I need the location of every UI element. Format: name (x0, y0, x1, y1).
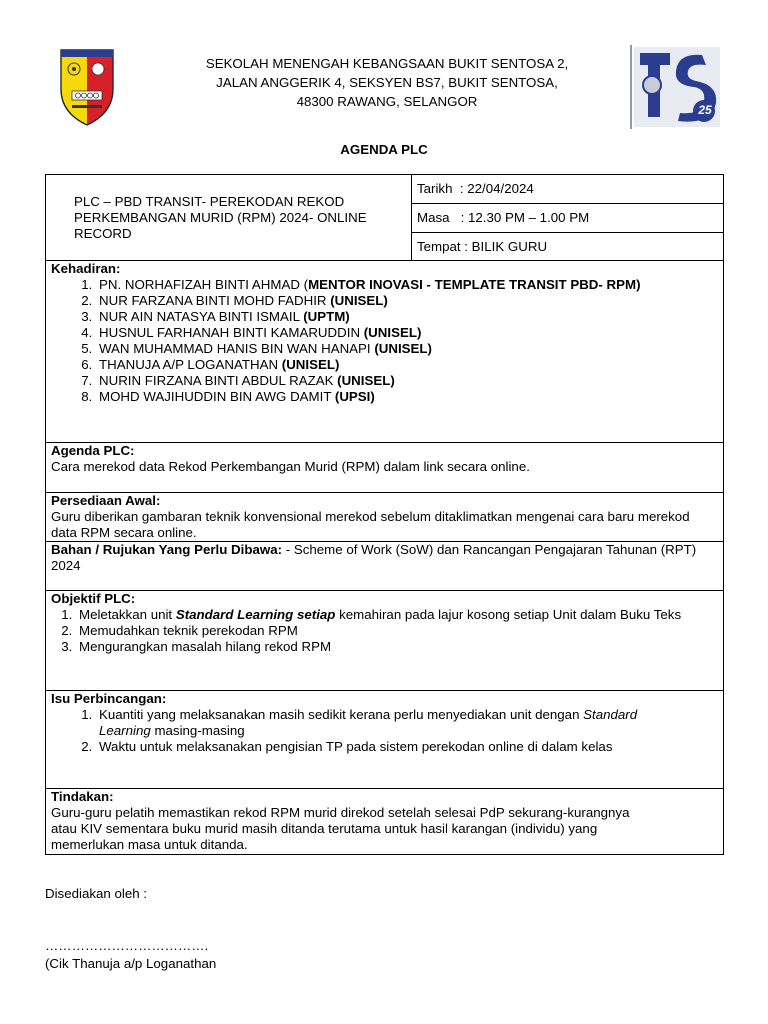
action-heading: Tindakan: (51, 789, 114, 804)
discussion-section (46, 691, 724, 789)
time-value: : 12.30 PM – 1.00 PM (449, 210, 590, 225)
page-title: AGENDA PLC (340, 142, 428, 157)
list-item: 1. PN. NORHAFIZAH BINTI AHMAD (MENTOR INOVASI - TEMPLATE TRANSIT PBD- RPM) (96, 277, 718, 293)
action-text-line1: Guru-guru pelatih memastikan rekod RPM murid direkod setelah selesai PdP sekurang-kurangnya (51, 805, 630, 820)
agenda-section (46, 443, 724, 493)
time-cell (412, 204, 724, 233)
school-crest-icon (58, 47, 116, 127)
action-text-line2: atau KIV sementara buku murid masih ditanda terutama untuk hasil karangan (individu) yang (51, 821, 598, 836)
list-item: 5. WAN MUHAMMAD HANIS BIN WAN HANAPI (UNISEL) (96, 341, 718, 357)
preparation-section (46, 493, 724, 542)
action-section (46, 789, 724, 855)
agenda-heading: Agenda PLC: (51, 443, 135, 458)
preparation-text: Guru diberikan gambaran teknik konvensional merekod sebelum ditaklimatkan mengenai cara baru merekod data RPM secara online. (51, 509, 690, 540)
prepared-by-label: Disediakan oleh : (45, 886, 148, 901)
list-item: 2. NUR FARZANA BINTI MOHD FADHIR (UNISEL) (96, 293, 718, 309)
school-address-line1: JALAN ANGGERIK 4, SEKSYEN BS7, BUKIT SENTOSA, (216, 75, 558, 90)
preparer-name: (Cik Thanuja a/p Loganathan (45, 956, 217, 971)
venue-cell (412, 233, 724, 261)
list-item: 2. Waktu untuk melaksanakan pengisian TP pada sistem perekodan online di dalam kelas (96, 739, 638, 755)
materials-text: - Scheme of Work (SoW) dan Rancangan Pengajaran Tahunan (RPT) 2024 (51, 542, 697, 573)
school-name: SEKOLAH MENENGAH KEBANGSAAN BUKIT SENTOSA 2, (205, 56, 569, 71)
discussion-list (51, 707, 718, 755)
ts25-logo-icon (630, 45, 720, 129)
list-item: 1. Kuantiti yang melaksanakan masih sedikit kerana perlu menyediakan unit dengan Standard Learning masing-masing (96, 707, 638, 739)
list-item: 7. NURIN FIRZANA BINTI ABDUL RAZAK (UNISEL) (96, 373, 718, 389)
list-item: 3. Mengurangkan masalah hilang rekod RPM (76, 639, 718, 655)
agenda-text: Cara merekod data Rekod Perkembangan Murid (RPM) dalam link secara online. (51, 459, 530, 474)
attendance-list (51, 277, 718, 405)
date-value: : 22/04/2024 (452, 181, 534, 196)
objectives-list (51, 607, 718, 655)
discussion-heading: Isu Perbincangan: (51, 691, 167, 706)
topic-cell (46, 175, 412, 261)
venue-text: Tempat : BILIK GURU (417, 238, 548, 254)
signature-line: ………………………………. (45, 938, 209, 953)
action-text-line3: memerlukan masa untuk ditanda. (51, 837, 248, 852)
ts25-logo-text: 25 (698, 103, 712, 117)
attendance-section (46, 261, 724, 443)
topic-text: PLC – PBD TRANSIT- PEREKODAN REKOD PERKEMBANGAN MURID (RPM) 2024- ONLINE RECORD (74, 193, 367, 241)
materials-section (46, 542, 724, 591)
objectives-section (46, 591, 724, 691)
date-label: Tarikh (417, 181, 453, 196)
list-item: 3. NUR AIN NATASYA BINTI ISMAIL (UPTM) (96, 309, 718, 325)
list-item: 1. Meletakkan unit Standard Learning setiap kemahiran pada lajur kosong setiap Unit dalam Buku Teks (76, 607, 718, 623)
objectives-heading: Objektif PLC: (51, 591, 136, 606)
date-cell (412, 175, 724, 204)
materials-heading: Bahan / Rujukan Yang Perlu Dibawa: (51, 542, 283, 557)
attendance-heading: Kehadiran: (51, 261, 121, 276)
list-item: 6. THANUJA A/P LOGANATHAN (UNISEL) (96, 357, 718, 373)
list-item: 4. HUSNUL FARHANAH BINTI KAMARUDDIN (UNISEL) (96, 325, 718, 341)
preparation-heading: Persediaan Awal: (51, 493, 161, 508)
list-item: 2. Memudahkan teknik perekodan RPM (76, 623, 718, 639)
agenda-table (45, 174, 724, 855)
list-item: 8. MOHD WAJIHUDDIN BIN AWG DAMIT (UPSI) (96, 389, 718, 405)
school-address-line2: 48300 RAWANG, SELANGOR (296, 94, 478, 109)
time-label: Masa (417, 210, 450, 225)
